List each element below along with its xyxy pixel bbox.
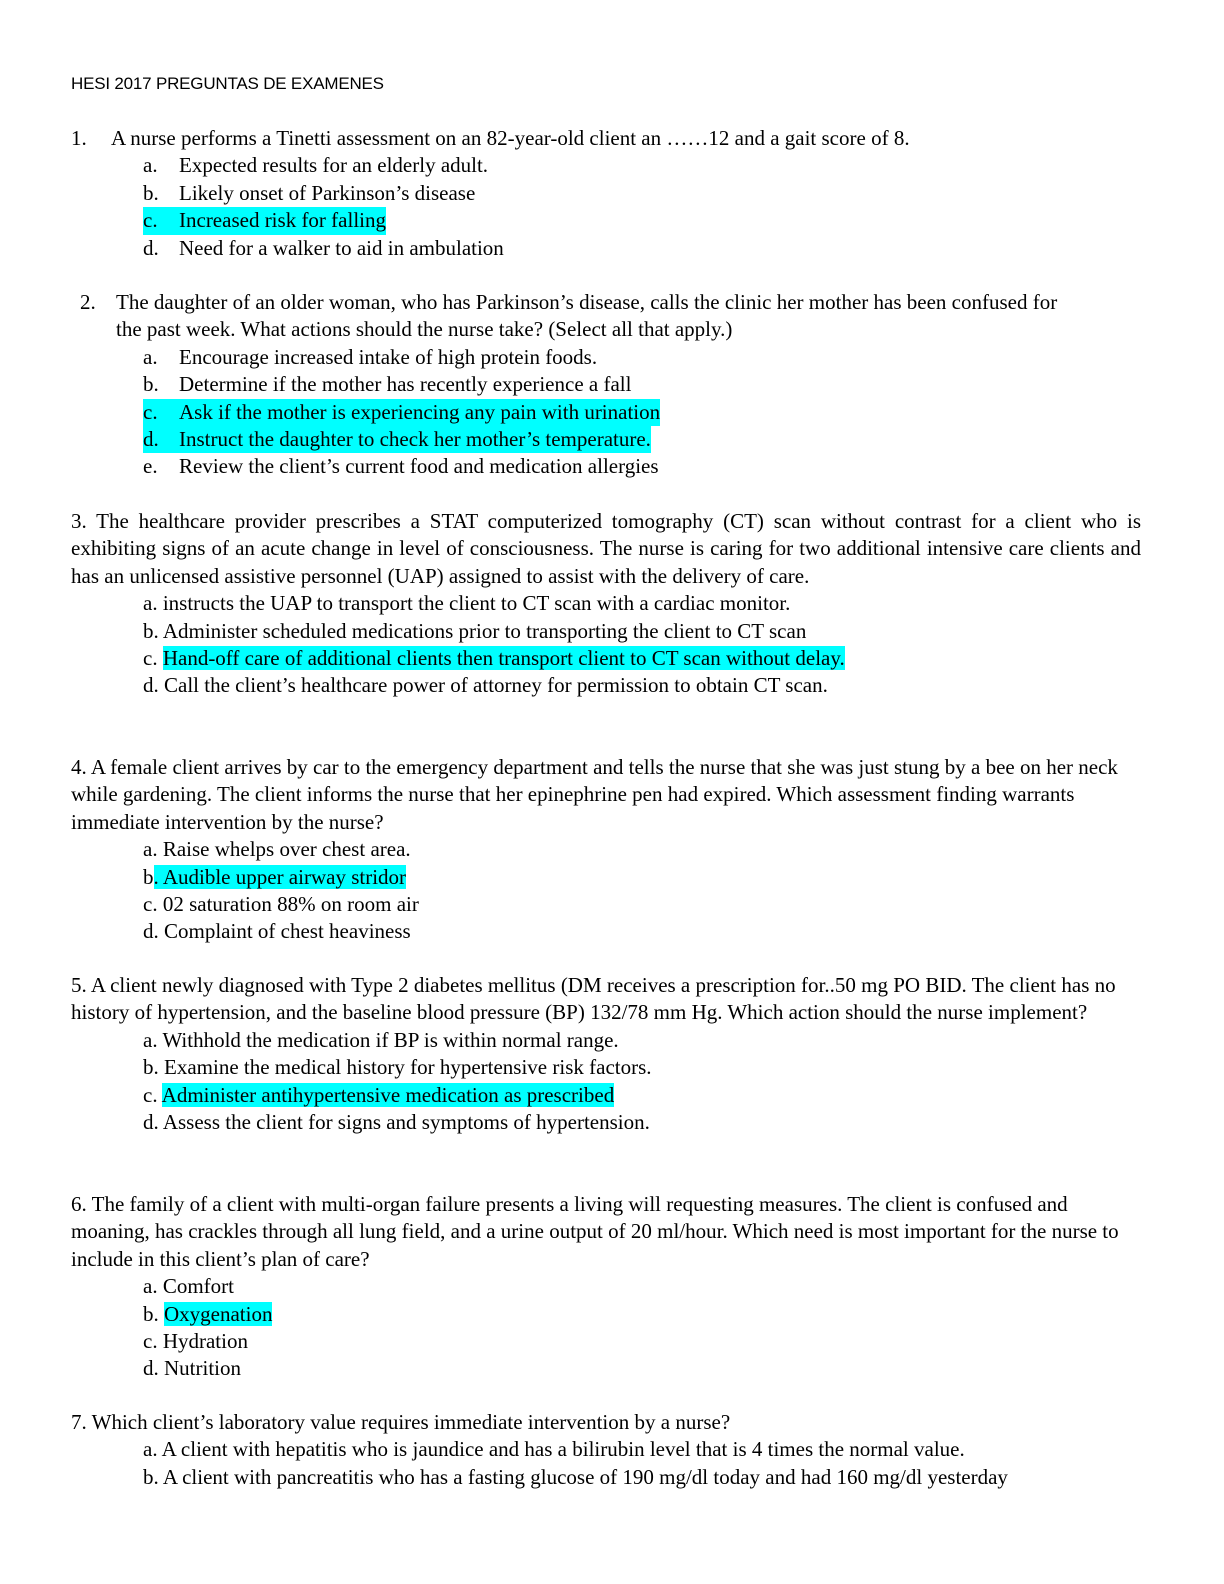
question-2 (80, 289, 1080, 481)
answer-option-c (143, 1328, 1141, 1355)
option-letter: e. (143, 454, 158, 479)
question-6 (71, 1191, 1141, 1383)
option-text: Hydration (162, 1329, 248, 1354)
option-text: Raise whelps over chest area. (162, 837, 411, 862)
answer-option-e (143, 453, 1080, 480)
document-header: HESI 2017 PREGUNTAS DE EXAMENES (71, 74, 384, 93)
option-text: Encourage increased intake of high protein foods. (179, 344, 598, 369)
option-text: Likely onset of Parkinson’s disease (179, 180, 476, 205)
option-letter: b. (143, 180, 159, 205)
answer-option-b (143, 1464, 1141, 1491)
option-text: Withhold the medication if BP is within normal range. (162, 1027, 619, 1052)
answer-option-b (143, 1054, 1141, 1081)
highlighted-answer: Instruct the daughter to check her mother’s temperature. (179, 426, 651, 453)
answer-option-c-correct (143, 1082, 1141, 1109)
answer-option-c (143, 891, 1141, 918)
question-stem (71, 125, 1141, 152)
option-letter: b. (143, 372, 159, 397)
option-letter: c. (143, 646, 163, 671)
question-7 (71, 1409, 1141, 1491)
question-text: A nurse performs a Tinetti assessment on an 82-year-old client an ……12 and a gait score of 8. (111, 126, 910, 150)
option-letter: b (143, 864, 154, 889)
highlighted-answer: Increased risk for falling (179, 207, 386, 234)
answer-option-a (143, 152, 1141, 179)
question-1 (71, 125, 1141, 262)
answer-options (71, 1027, 1141, 1137)
answer-option-b (143, 180, 1141, 207)
answer-option-c-correct (143, 399, 1080, 426)
answer-option-a (143, 1027, 1141, 1054)
option-letter: c. (143, 207, 179, 234)
question-text: 7. Which client’s laboratory value requires immediate intervention by a nurse? (71, 1410, 731, 1434)
highlighted-answer: Administer antihypertensive medication as prescribed (161, 1082, 615, 1107)
option-letter: b. (143, 1055, 164, 1080)
option-text: A client with hepatitis who is jaundice and has a bilirubin level that is 4 times the normal value. (161, 1437, 965, 1462)
answer-option-d (143, 1109, 1141, 1136)
question-3 (71, 508, 1141, 700)
answer-option-d (143, 918, 1141, 945)
answer-option-b-correct (143, 864, 1141, 891)
option-letter: c. (143, 892, 163, 917)
answer-options (71, 836, 1141, 946)
option-text: Complaint of chest heaviness (164, 919, 411, 944)
highlighted-answer: Oxygenation (164, 1301, 273, 1326)
answer-options (80, 344, 1080, 481)
option-letter: d. (143, 919, 164, 944)
option-text: Review the client’s current food and medication allergies (179, 454, 659, 479)
question-4 (71, 754, 1141, 946)
option-letter: b. (143, 618, 163, 643)
answer-option-c-correct (143, 207, 1141, 234)
question-text: 5. A client newly diagnosed with Type 2 diabetes mellitus (DM receives a prescription for..50 mg PO BID. The client has no history of hypertension, and the baseline blood pressure (BP) 132/78 mm Hg. Which action should the nurse implement? (71, 973, 1116, 1025)
answer-option-a (143, 1273, 1141, 1300)
option-text: 02 saturation 88% on room air (162, 892, 419, 917)
answer-option-d-correct (143, 426, 1080, 453)
option-letter: d. (143, 235, 159, 260)
answer-options (71, 1273, 1141, 1383)
option-letter: a. (143, 1437, 162, 1462)
option-text: Need for a walker to aid in ambulation (179, 235, 504, 260)
highlighted-answer: . Audible upper airway stridor (153, 864, 407, 889)
question-stem (80, 289, 1080, 344)
highlighted-answer: Ask if the mother is experiencing any pain with urination (179, 399, 660, 426)
answer-options (71, 152, 1141, 262)
answer-options (71, 590, 1141, 700)
answer-option-d (143, 235, 1141, 262)
question-text: 6. The family of a client with multi-organ failure presents a living will requesting measures. The client is confused and moaning, has crackles through all lung field, and a urine output of 20 ml/hour. Which need is most important for the nurse to include in this client’s plan of care? (71, 1192, 1119, 1271)
question-5 (71, 972, 1141, 1136)
answer-option-d (143, 672, 1141, 699)
answer-option-b (143, 618, 1141, 645)
option-text: Comfort (162, 1274, 234, 1299)
option-text: Examine the medical history for hypertensive risk factors. (164, 1055, 652, 1080)
option-letter: a. (143, 1027, 163, 1052)
option-text: Nutrition (164, 1356, 241, 1381)
option-letter: a. (143, 153, 158, 178)
answer-option-b-correct (143, 1301, 1141, 1328)
answer-option-a (143, 344, 1080, 371)
option-letter: a. (143, 344, 158, 369)
highlighted-answer: Hand-off care of additional clients then transport client to CT scan without delay. (162, 646, 845, 671)
option-letter: a. (143, 837, 163, 862)
option-letter: d. (143, 1356, 164, 1381)
answer-option-b (143, 371, 1080, 398)
question-number: 2. (80, 290, 96, 314)
option-text: Administer scheduled medications prior to transporting the client to CT scan (162, 618, 807, 643)
option-letter: a. (143, 1274, 163, 1299)
option-letter: c. (143, 1082, 162, 1107)
option-text: Expected results for an elderly adult. (179, 153, 489, 178)
option-text: Assess the client for signs and symptoms of hypertension. (162, 1110, 650, 1135)
question-text: 3. The healthcare provider prescribes a STAT computerized tomography (CT) scan without contrast for a client who is exhibiting signs of an acute change in level of consciousness. The nurse is caring for two additional intensive care clients and has an unlicensed assistive personnel (UAP) assigned to assist with the delivery of care. (71, 509, 1141, 588)
question-text: 4. A female client arrives by car to the emergency department and tells the nurse that she was just stung by a bee on her neck while gardening. The client informs the nurse that her epinephrine pen had expired. Which assessment finding warrants immediate intervention by the nurse? (71, 755, 1118, 834)
answer-option-a (143, 590, 1141, 617)
answer-options (71, 1436, 1141, 1491)
option-letter: d. (143, 1110, 163, 1135)
option-letter: d. (143, 426, 179, 453)
option-text: A client with pancreatitis who has a fasting glucose of 190 mg/dl today and had 160 mg/dl yesterday (162, 1464, 1008, 1489)
option-letter: d. (143, 673, 164, 698)
answer-option-c-correct (143, 645, 1141, 672)
question-text: The daughter of an older woman, who has Parkinson’s disease, calls the clinic her mother has been confused for the past week. What actions should the nurse take? (Select all that apply.) (116, 290, 1058, 342)
option-letter: c. (143, 1329, 163, 1354)
option-letter: b. (143, 1301, 164, 1326)
option-text: Determine if the mother has recently experience a fall (179, 372, 632, 397)
option-letter: b. (143, 1464, 163, 1489)
option-text: instructs the UAP to transport the client to CT scan with a cardiac monitor. (162, 591, 791, 616)
answer-option-a (143, 1436, 1141, 1463)
option-letter: a. (143, 591, 163, 616)
option-text: Call the client’s healthcare power of attorney for permission to obtain CT scan. (164, 673, 828, 698)
question-number: 1. (71, 126, 87, 150)
answer-option-a (143, 836, 1141, 863)
answer-option-d (143, 1355, 1141, 1382)
option-letter: c. (143, 399, 179, 426)
